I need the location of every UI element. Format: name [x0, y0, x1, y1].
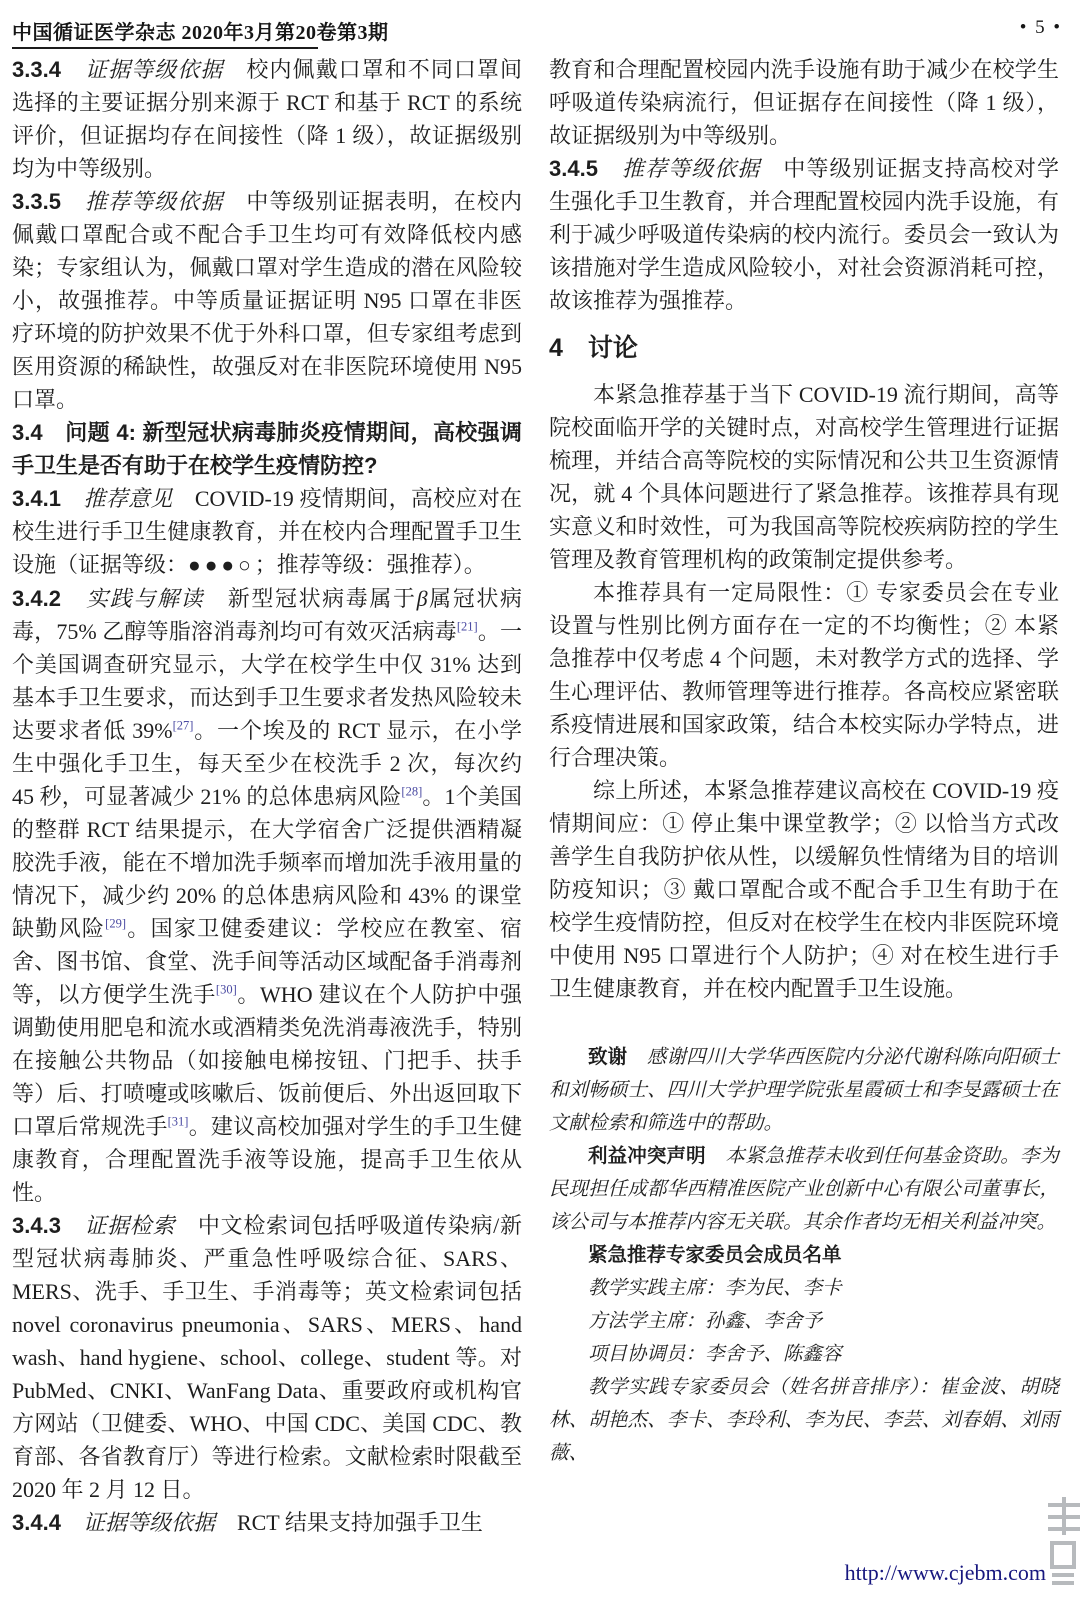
text-segment: 3.4 问题 4: 新型冠状病毒肺炎疫情期间，高校强调手卫生是否有助于在校学生疫情防控? [12, 420, 522, 478]
discussion-para-1 [549, 378, 1059, 576]
journal-url-link[interactable]: http://www.cjebm.com [844, 1560, 1046, 1585]
citation-ref: [21] [456, 619, 478, 634]
section-gap [549, 1005, 1059, 1041]
citation-ref: [30] [215, 982, 237, 997]
text-segment: ●●●○ [188, 553, 255, 577]
committee-list-title [549, 1239, 1059, 1272]
text-segment: 紧急推荐专家委员会成员名单 [588, 1244, 842, 1266]
citation-ref: [28] [401, 784, 423, 799]
section-3-4-3 [12, 1209, 522, 1506]
text-segment: 3.4.3 [12, 1213, 85, 1238]
text-segment: 3.3.4 [12, 57, 86, 82]
text-segment: 。WHO 建议在个人防护中强调勤使用肥皂和流水或酒精类免洗消毒液洗手，特别在接触公共物品（如接触电梯按钮、门把手、扶手等）后、打喷嚏或咳嗽后、饭前便后、外出返回取下口罩后常规洗手 [12, 982, 522, 1139]
text-segment: 本紧急推荐未收到任何基金资助。李为民现担任成都华西精准医院产业创新中心有限公司董事长，该公司与本推荐内容无关联。其余作者均无相关利益冲突。 [549, 1146, 1059, 1233]
header-page-number: • 5 • [1019, 17, 1062, 38]
text-segment: 。一个埃及的 RCT 显示，在小学生中强化手卫生，每天至少在校洗手 2 次，每次约 45 秒，可显著减少 21% 的总体患病风险 [12, 718, 523, 809]
header-journal-title: 中国循证医学杂志 2020年3月第20卷第3期 [12, 22, 389, 44]
discussion-para-3 [549, 774, 1059, 1005]
text-segment: 方法学主席：孙鑫、李舍予 [588, 1311, 823, 1332]
text-segment: 4 讨论 [549, 334, 638, 362]
text-segment: 3.4.5 [549, 156, 623, 181]
section-3-4-4-continued [549, 53, 1059, 152]
section-3-4-1 [12, 482, 522, 582]
text-segment: COVID-19 疫情期间，高校应对在校生进行手卫生健康教育，并在校内合理配置手卫生设施（证据等级： [12, 486, 522, 577]
text-segment: 推荐等级依据 [85, 189, 224, 214]
text-segment: 教学实践主席：李为民、李卡 [588, 1278, 842, 1299]
text-segment: ；推荐等级：强推荐）。 [254, 552, 486, 577]
text-segment: 推荐等级依据 [622, 156, 761, 181]
text-segment: 3.3.5 [12, 189, 86, 214]
text-segment: 中等级别证据支持高校对学生强化手卫生教育，并合理配置校园内洗手设施，有利于减少呼吸道传染病的校内流行。委员会一致认为该措施对学生造成风险较小，对社会资源消耗可控，故该推荐为强推荐。 [549, 156, 1059, 313]
text-segment: 教学实践专家委员会（姓名拼音排序）：崔金波、胡晓林、胡艳杰、李卡、李玲利、李为民、李芸、刘春娟、刘雨薇、 [549, 1377, 1059, 1464]
text-segment: 3.4.4 [12, 1510, 83, 1535]
text-segment: RCT 结果支持加强手卫生 [214, 1510, 483, 1535]
section-3-4-2 [12, 582, 522, 1209]
text-segment: 教育和合理配置校园内洗手设施有助于减少在校学生呼吸道传染病流行，但证据存在间接性（降 1 级），故证据级别为中等级别。 [549, 57, 1059, 148]
right-column [549, 53, 1059, 1470]
text-segment: 证据检索 [84, 1213, 176, 1238]
text-segment: 3.4.2 [12, 586, 87, 611]
text-segment: 校内佩戴口罩和不同口罩间选择的主要证据分别来源于 RCT 和基于 RCT 的系统评价，但证据均存在间接性（降 1 级），故证据级别均为中等级别。 [12, 57, 522, 181]
citation-ref: [31] [167, 1114, 189, 1129]
text-segment: 利益冲突声明 [588, 1145, 706, 1167]
section-heading-3-4 [12, 416, 522, 482]
section-3-3-4 [12, 53, 522, 185]
text-segment: 实践与解读 [86, 586, 205, 611]
committee-chairs-practice [549, 1272, 1059, 1305]
text-segment: 感谢四川大学华西医院内分泌代谢科陈向阳硕士和刘畅硕士、四川大学护理学院张星霞硕士和李旻露硕士在文献检索和筛选中的帮助。 [549, 1047, 1059, 1134]
section-3-4-4 [12, 1506, 522, 1539]
committee-chairs-methodology [549, 1305, 1059, 1338]
text-segment: 。国家卫健委建议：学校应在教室、宿舍、图书馆、食堂、洗手间等活动区域配备手消毒剂等，以方便学生洗手 [12, 916, 522, 1007]
text-segment: 。一个美国调查研究显示，大学在校学生中仅 31% 达到基本手卫生要求，而达到手卫生要求者发热风险较未达要求者低 39% [12, 619, 522, 743]
text-segment: 本推荐具有一定局限性：① 专家委员会在专业设置与性别比例方面存在一定的不均衡性；② 本紧急推荐中仅考虑 4 个问题，未对教学方式的选择、学生心理评估、教师管理等进行推荐。各高校应紧密联系疫情进展和国家政策，结合本校实际办学特点，进行合理决策。 [549, 580, 1059, 770]
text-segment: 中等级别证据表明，在校内佩戴口罩配合或不配合手卫生均可有效降低校内感染；专家组认为，佩戴口罩对学生造成的潜在风险较小，故强推荐。中等质量证据证明 N95 口罩在非医疗环境的防护效果不优于外科口罩，但专家组考虑到医用资源的稀缺性，故强反对在非医院环境使用 N95 口罩。 [12, 189, 522, 412]
text-segment: 新型冠状病毒属于 [204, 586, 417, 611]
acknowledgment [549, 1041, 1059, 1140]
text-segment: 项目协调员：李舍予、陈鑫容 [588, 1344, 842, 1365]
text-segment: 中文检索词包括呼吸道传染病/新型冠状病毒肺炎、严重急性呼吸综合征、SARS、MERS、洗手、手卫生、手消毒等；英文检索词包括 novel coronavirus pneumonia、SARS、MERS、hand wash、hand hygiene、school、college、student 等。对 PubMed、CNKI、WanFang Data、重要政府或机构官方网站（卫健委、WHO、中国 CDC、美国 CDC、教育部、各省教育厅）等进行检索。文献检索时限截至 2020 年 2 月 12 日。 [12, 1213, 522, 1502]
discussion-heading [549, 330, 1059, 366]
text-segment: 推荐意见 [83, 486, 173, 511]
journal-seal-watermark-icon [1046, 1495, 1080, 1591]
text-segment: 致谢 [588, 1046, 628, 1068]
text-segment: 。1个美国的整群 RCT 结果提示，在大学宿舍广泛提供酒精凝胶洗手液，能在不增加洗手频率而增加洗手液用量的情况下，减少约 20% 的总体患病风险和 43% 的课堂缺勤风险 [12, 784, 522, 941]
left-column [12, 53, 522, 1539]
text-segment: 3.4.1 [12, 486, 84, 511]
text-segment: β [416, 586, 428, 611]
citation-ref: [29] [105, 916, 126, 931]
text-segment: 。建议高校加强对学生的手卫生健康教育，合理配置洗手液等设施，提高手卫生依从性。 [12, 1114, 522, 1205]
committee-members [549, 1371, 1059, 1470]
citation-ref: [27] [172, 718, 194, 733]
committee-coordinators [549, 1338, 1059, 1371]
conflict-of-interest [549, 1140, 1059, 1239]
section-3-3-5 [12, 185, 522, 416]
text-segment: 本紧急推荐基于当下 COVID-19 流行期间，高等院校面临开学的关键时点，对高校学生管理进行证据梳理，并结合高等院校的实际情况和公共卫生资源情况，就 4 个具体问题进行了紧急推荐。该推荐具有现实意义和时效性，可为我国高等院校疾病防控的学生管理及教育管理机构的政策制定提供参考。 [549, 382, 1059, 572]
header-rule [12, 47, 318, 49]
section-3-4-5 [549, 152, 1059, 317]
text-segment: 属冠状病毒，75% 乙醇等脂溶消毒剂均可有效灭活病毒 [12, 586, 522, 644]
text-segment: 证据等级依据 [85, 57, 224, 82]
text-segment: 综上所述，本紧急推荐建议高校在 COVID-19 疫情期间应：① 停止集中课堂教学；② 以恰当方式改善学生自我防护依从性，以缓解负性情绪为目的培训防疫知识；③ 戴口罩配合或不配合手卫生有助于在校学生疫情防控，但反对在校学生在校内非医院环境中使用 N95 口罩进行个人防护；④ 对在校生进行手卫生健康教育，并在校内配置手卫生设施。 [549, 778, 1059, 1001]
discussion-para-2 [549, 576, 1059, 774]
text-segment: 证据等级依据 [82, 1510, 215, 1535]
